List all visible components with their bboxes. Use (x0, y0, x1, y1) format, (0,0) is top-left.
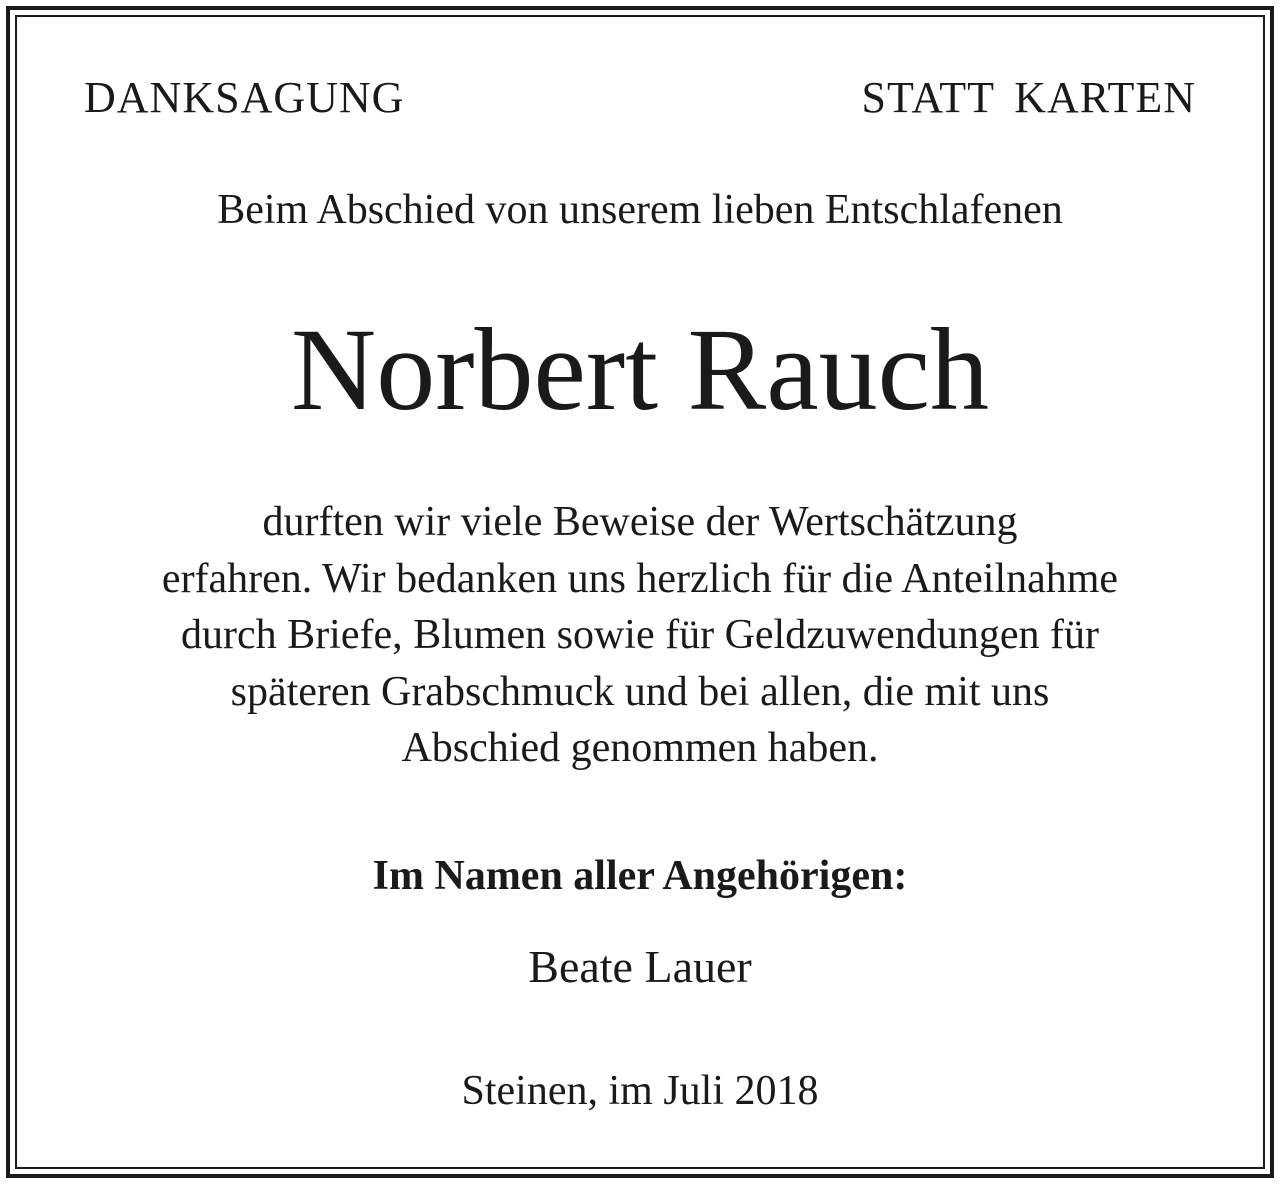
intro-text: Beim Abschied von unserem lieben Entschlafenen (217, 187, 1063, 233)
body-line: Abschied genommen haben. (401, 725, 879, 771)
header-statt-karten: STATT KARTEN (861, 73, 1196, 122)
body-line: erfahren. Wir bedanken uns herzlich für die Anteilnahme (161, 555, 1119, 602)
thanks-body (0, 494, 1280, 777)
body-line: durften wir viele Beweise der Wertschätzung (262, 499, 1018, 545)
header-danksagung: DANKSAGUNG (84, 73, 405, 122)
body-line: späteren Grabschmuck und bei allen, die mit uns (230, 668, 1050, 715)
deceased-name: Norbert Rauch (291, 304, 989, 435)
signoff-heading: Im Namen aller Angehörigen: (372, 853, 908, 899)
place-date: Steinen, im Juli 2018 (461, 1068, 819, 1114)
signer-name: Beate Lauer (528, 941, 752, 992)
body-line: durch Briefe, Blumen sowie für Geldzuwendungen für (181, 612, 1099, 658)
